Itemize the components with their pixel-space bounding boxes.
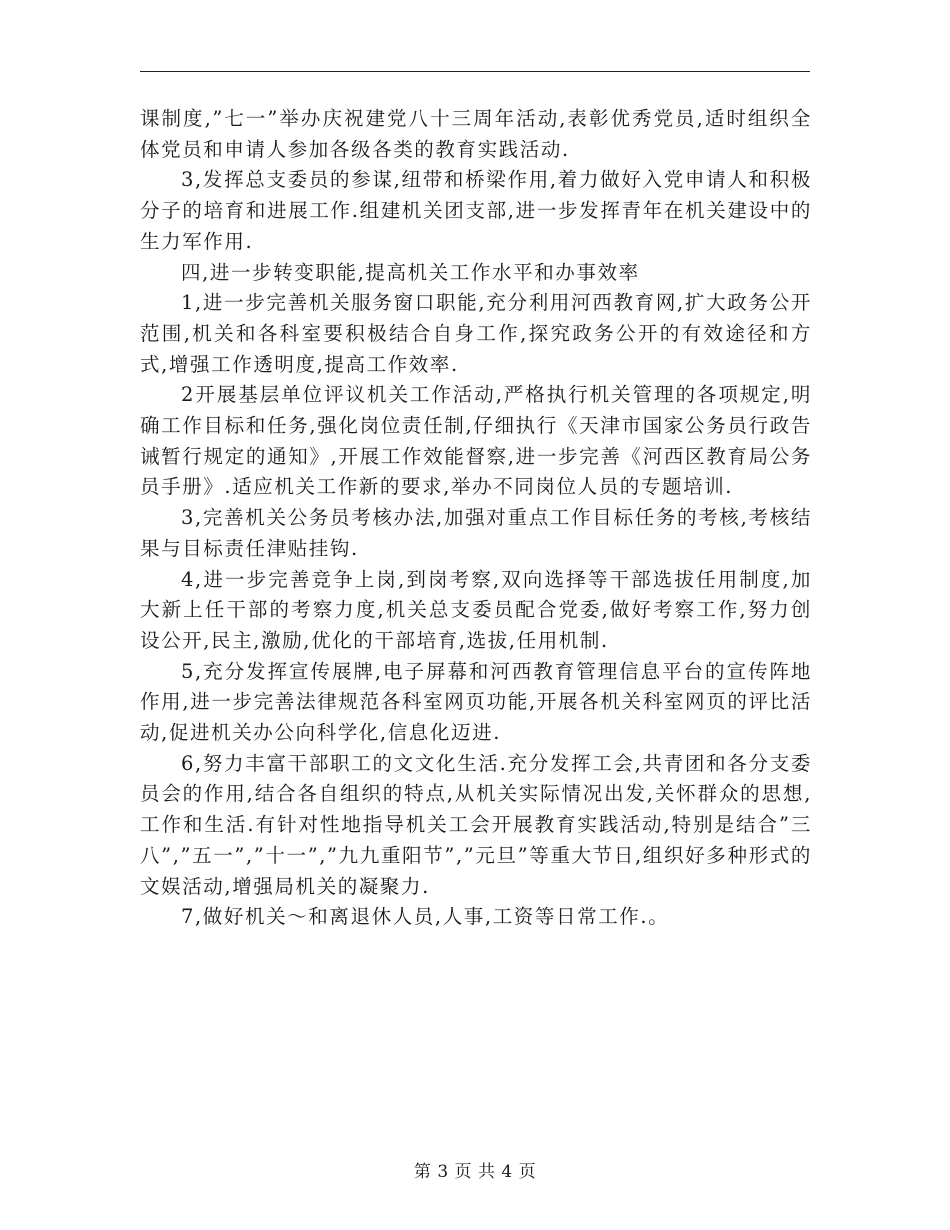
document-body	[140, 104, 812, 933]
paragraph-8: 5,充分发挥宣传展牌,电子屏幕和河西教育管理信息平台的宣传阵地作用,进一步完善法律规范各科室网页功能,开展各机关科室网页的评比活动,促进机关办公向科学化,信息化迈进.	[140, 659, 812, 745]
paragraph-7: 4,进一步完善竞争上岗,到岗考察,双向选择等干部选拔任用制度,加大新上任干部的考察力度,机关总支委员配合党委,做好考察工作,努力创设公开,民主,激励,优化的干部培育,选拔,任用机制.	[140, 567, 812, 652]
paragraph-1: 课制度,”七一”举办庆祝建党八十三周年活动,表彰优秀党员,适时组织全体党员和申请人参加各级各类的教育实践活动.	[140, 107, 812, 161]
paragraph-9: 6,努力丰富干部职工的文文化生活.充分发挥工会,共青团和各分支委员会的作用,结合各自组织的特点,从机关实际情况出发,关怀群众的思想,工作和生活.有针对性地指导机关工会开展教育实践活动,特别是结合”三八”,”五一”,”十一”,”九九重阳节”,”元旦”等重大节日,组织好多种形式的文娱活动,增强局机关的凝聚力.	[140, 751, 812, 898]
paragraph-2: 3,发挥总支委员的参谋,纽带和桥梁作用,着力做好入党申请人和积极分子的培育和进展工作.组建机关团支部,进一步发挥青年在机关建设中的生力军作用.	[140, 168, 812, 253]
paragraph-10: 7,做好机关～和离退休人员,人事,工资等日常工作.。	[181, 905, 670, 929]
paragraph-4: 1,进一步完善机关服务窗口职能,充分利用河西教育网,扩大政务公开范围,机关和各科室要积极结合自身工作,探究政务公开的有效途径和方式,增强工作透明度,提高工作效率.	[140, 291, 812, 376]
paragraph-5: 2开展基层单位评议机关工作活动,严格执行机关管理的各项规定,明确工作目标和任务,强化岗位责任制,仔细执行《天津市国家公务员行政告诫暂行规定的通知》,开展工作效能督察,进一步完善《河西区教育局公务员手册》.适应机关工作新的要求,举办不同岗位人员的专题培训.	[140, 383, 812, 499]
header-rule	[140, 71, 810, 72]
page-number-footer: 第 3 页 共 4 页	[413, 1162, 537, 1182]
paragraph-6: 3,完善机关公务员考核办法,加强对重点工作目标任务的考核,考核结果与目标责任津贴挂钩.	[140, 506, 812, 560]
section-heading-4: 四,进一步转变职能,提高机关工作水平和办事效率	[181, 260, 640, 284]
